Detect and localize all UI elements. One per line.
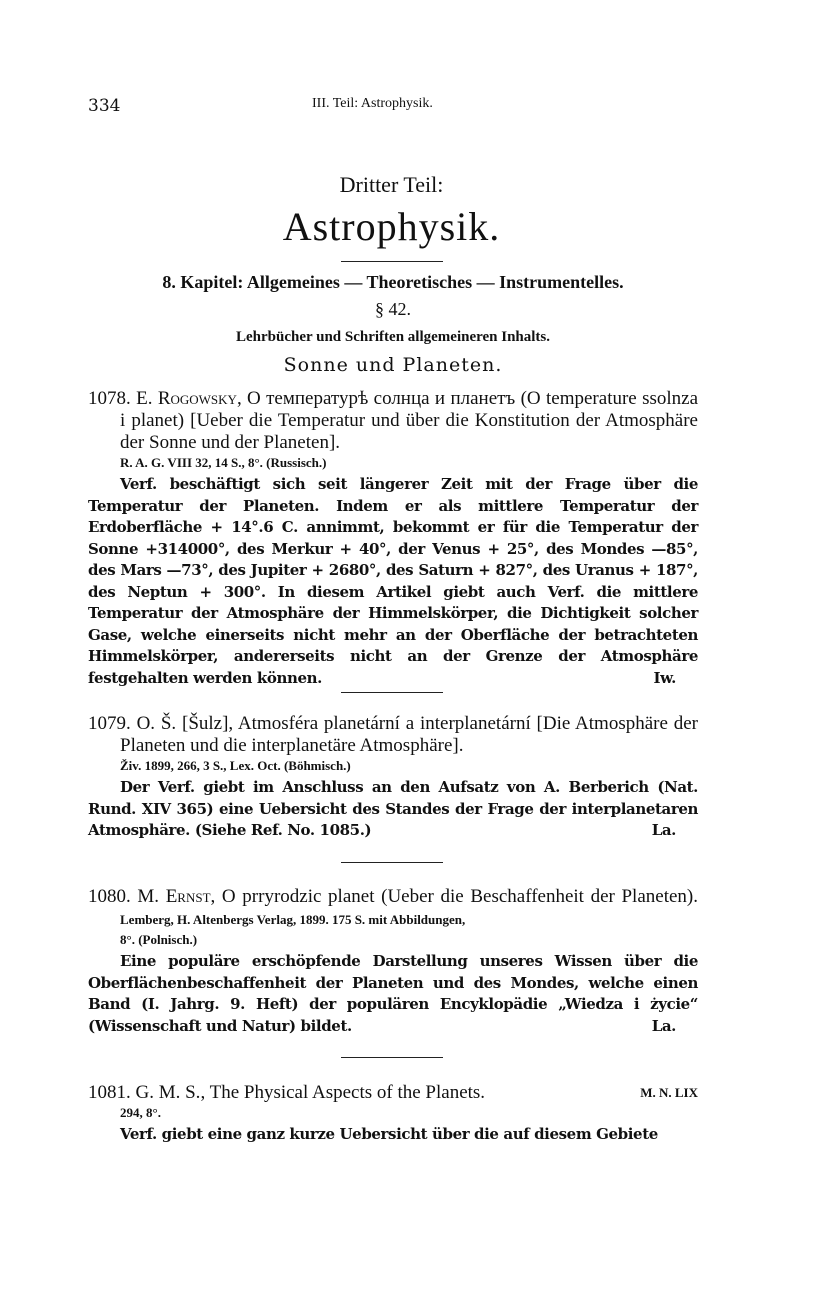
author-initial: G. M. S. — [135, 1082, 201, 1103]
reviewer-initials: La. — [651, 1016, 676, 1035]
reference-number: 1079. — [88, 713, 131, 734]
title-text: , Atmosféra planetární a interplanetární [Die Atmosphäre der Planeten und die interplanetäre Atmosphäre]. — [120, 713, 698, 756]
author-initial: M. — [137, 886, 160, 907]
abstract-body: Der Verf. giebt im Anschluss an den Aufsatz von A. Berberich (Nat. Rund. XIV 365) eine Uebersicht des Standes der Frage der interplanetaren Atmosphäre. (Siehe Ref. No. 1085.) — [88, 778, 698, 839]
citation: 8°. (Polnisch.) — [120, 932, 198, 947]
part-name: Astrophysik. — [282, 204, 501, 249]
title-text: , О температурѣ солнца и планетъ (O temperature ssolnza i planet) [Ueber die Temperatur und über die Konstitution der Atmosphäre der Sonne und der Planeten]. — [120, 388, 699, 453]
reference-1078 — [88, 388, 698, 689]
author-initial: O. — [136, 713, 156, 734]
journal-info: M. N. LIX — [640, 1085, 698, 1100]
abstract-text — [88, 1124, 698, 1146]
reference-title — [88, 713, 698, 757]
abstract-body: Verf. beschäftigt sich seit längerer Zeit mit der Frage über die Temperatur der Planeten. Indem er als mittlere Temperatur der Erdoberfläche + 14°.6 C. annimmt, bekommt er für die Temperatur der Sonne +314000°, des Merkur + 40°, der Venus + 25°, des Mondes —85°, des Mars —73°, des Jupiter + 2680°, des Saturn + 827°, des Uranus + 187°, des Neptun + 300°. In diesem Artikel giebt auch Verf. die mittlere Temperatur der Atmosphäre der Himmelskörper, die Dichtigkeit solcher Gase, welche einerseits nicht mehr an der Oberfläche der betrachteten Himmelskörper, andererseits nicht an der Grenze der Atmosphäre festgehalten werden können. — [88, 475, 698, 687]
separator-rule — [341, 692, 443, 693]
title-text: , The Physical Aspects of the Planets. — [200, 1082, 486, 1103]
separator-rule — [341, 1057, 443, 1058]
abstract-text — [88, 474, 698, 689]
subsection-heading: Lehrbücher und Schriften allgemeineren Inhalts. — [235, 329, 551, 345]
author-initial: E. — [136, 388, 153, 409]
publisher-info: Lemberg, H. Altenbergs Verlag, 1899. 175 S. mit Abbildungen, — [120, 912, 466, 927]
abstract-body: Eine populäre erschöpfende Darstellung unseres Wissen über die Oberflächenbeschaffenheit der Planeten und des Mondes, welche einen Band (I. Jahrg. 9. Heft) der populären Encyklopädie „Wiedza i życie“ (Wissenschaft und Natur) bildet. — [88, 952, 698, 1035]
title-rule — [341, 261, 443, 262]
reference-number: 1078. — [88, 388, 131, 409]
reference-number: 1081. — [88, 1082, 131, 1103]
author-name: Š. [Šulz] — [160, 713, 229, 734]
author-name: Ernst — [165, 886, 211, 907]
title-text: , O prryrodzic planet (Ueber die Beschaffenheit der Planeten). — [210, 886, 698, 907]
chapter-heading: 8. Kapitel: Allgemeines — Theoretisches — Instrumentelles. — [162, 272, 624, 292]
reference-1080 — [88, 886, 698, 1037]
section-number: § 42. — [375, 299, 411, 319]
page-number: 334 — [88, 96, 121, 116]
reference-title — [88, 886, 698, 931]
reviewer-initials: Iw. — [653, 668, 676, 687]
reviewer-initials: La. — [651, 821, 676, 839]
reference-title — [88, 1082, 698, 1104]
citation: R. A. G. VIII 32, 14 S., 8°. (Russisch.) — [120, 455, 327, 470]
reference-1079 — [88, 713, 698, 842]
topic-heading: Sonne und Planeten. — [283, 354, 503, 376]
abstract-text — [88, 777, 698, 842]
running-head: III. Teil: Astrophysik. — [312, 96, 433, 111]
reference-1081 — [88, 1082, 698, 1146]
author-name: Rogowsky — [157, 388, 237, 409]
reference-number: 1080. — [88, 886, 131, 907]
abstract-text — [88, 951, 698, 1037]
separator-rule — [341, 862, 443, 863]
citation: Živ. 1899, 266, 3 S., Lex. Oct. (Böhmisch.) — [120, 758, 351, 773]
reference-title — [88, 388, 698, 454]
abstract-body: Verf. giebt eine ganz kurze Uebersicht über die auf diesem Gebiete — [120, 1125, 658, 1143]
part-title: Dritter Teil: — [339, 172, 444, 197]
citation: 294, 8°. — [120, 1105, 161, 1120]
